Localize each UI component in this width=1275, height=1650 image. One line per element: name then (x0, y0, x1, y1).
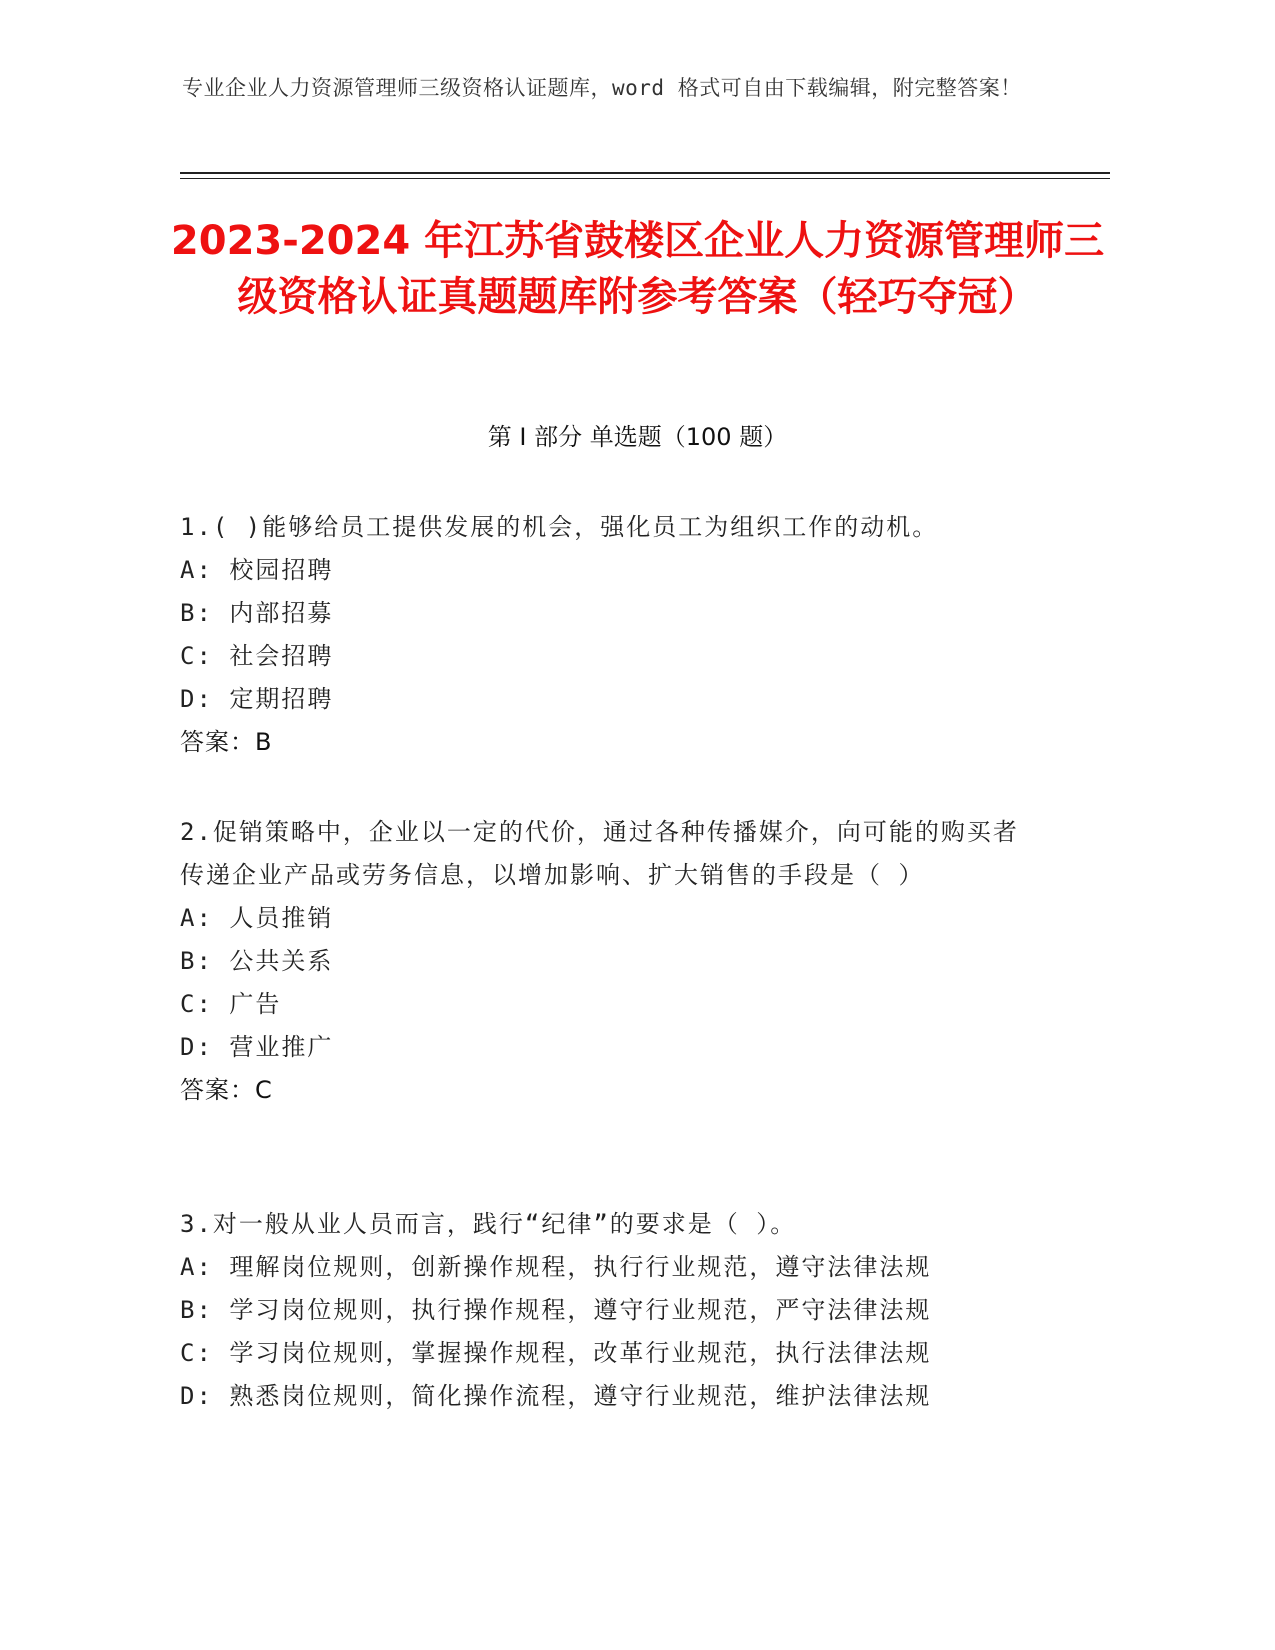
header-note: 专业企业人力资源管理师三级资格认证题库，word 格式可自由下载编辑，附完整答案！ (182, 76, 1022, 100)
option-c: C: 广告 (180, 990, 282, 1018)
question-stem: 2.促销策略中，企业以一定的代价，通过各种传播媒介，向可能的购买者传递企业产品或劳务信息，以增加影响、扩大销售的手段是（ ） (180, 818, 1019, 889)
question-stem: 3.对一般从业人员而言，践行“纪律”的要求是（ ）。 (180, 1210, 797, 1238)
option-c: C: 社会招聘 (180, 642, 334, 670)
option-a: A: 理解岗位规则，创新操作规程，执行行业规范，遵守法律法规 (180, 1253, 932, 1281)
document-title: 2023-2024 年江苏省鼓楼区企业人力资源管理师三级资格认证真题题库附参考答案（轻巧夺冠） (170, 218, 1105, 320)
answer: 答案：B (180, 728, 273, 756)
option-a: A: 人员推销 (180, 904, 334, 932)
option-c: C: 学习岗位规则，掌握操作规程，改革行业规范，执行法律法规 (180, 1339, 932, 1367)
option-b: B: 内部招募 (180, 599, 334, 627)
header-divider (180, 172, 1110, 174)
option-d: D: 定期招聘 (180, 685, 334, 713)
question-1 (180, 506, 1030, 764)
answer: 答案：C (180, 1076, 273, 1104)
question-3 (180, 1203, 1030, 1418)
option-d: D: 熟悉岗位规则，简化操作流程，遵守行业规范，维护法律法规 (180, 1382, 932, 1410)
question-stem: 1.( )能够给员工提供发展的机会，强化员工为组织工作的动机。 (180, 513, 939, 541)
header-divider-thin (180, 178, 1110, 179)
option-a: A: 校园招聘 (180, 556, 334, 584)
option-d: D: 营业推广 (180, 1033, 334, 1061)
option-b: B: 学习岗位规则，执行操作规程，遵守行业规范，严守法律法规 (180, 1296, 932, 1324)
question-2 (180, 811, 1030, 1112)
section-title: 第 I 部分 单选题（100 题） (487, 423, 788, 451)
option-b: B: 公共关系 (180, 947, 334, 975)
